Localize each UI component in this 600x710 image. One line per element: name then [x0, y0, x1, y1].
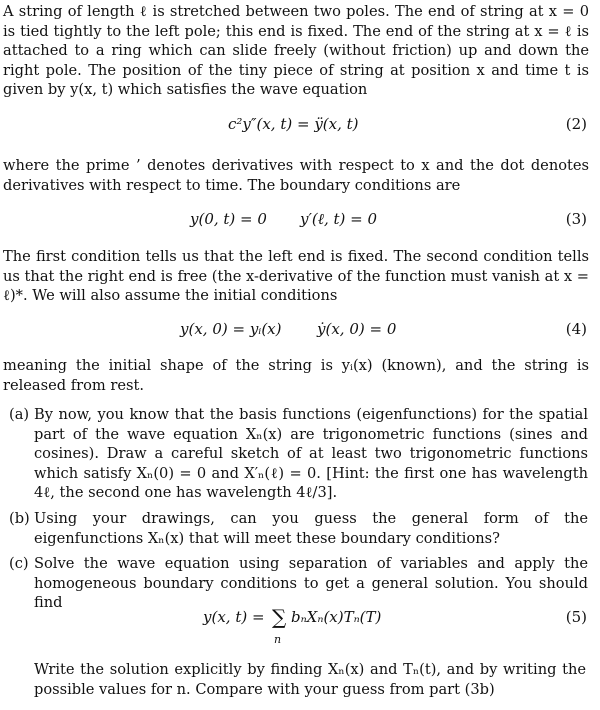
equation-4-number: (4): [565, 320, 587, 338]
equation-5-lhs: y(x, t) =: [203, 608, 265, 626]
equation-5: [0, 605, 590, 648]
item-b-text: Using your drawings, can you guess the general form of the eigenfunctions Xₙ(x) that will meet these boundary conditions?: [34, 510, 588, 547]
initial-shape-paragraph: meaning the initial shape of the string is yᵢ(x) (known), and the string is released from rest.: [3, 357, 589, 394]
list-item-c: [9, 554, 589, 612]
summation-index: n: [274, 633, 282, 646]
final-instruction-paragraph: Write the solution explicitly by finding Xₙ(x) and Tₙ(t), and by writing the possible values for n. Compare with your guess from part (3b): [34, 661, 586, 698]
item-b-label: (b): [9, 510, 30, 527]
equation-3-left: y(0, t) = 0: [190, 210, 267, 228]
equation-4-left: y(x, 0) = yᵢ(x): [180, 320, 282, 338]
item-a-text: By now, you know that the basis functions (eigenfunctions) for the spatial part of the wave equation Xₙ(x) are trigonometric functions (sines and cosines). Draw a careful sketch of at least two trigonometric functions which satisfy Xₙ(0) = 0 and X′ₙ(ℓ) = 0. [Hint: the first one has wavelength 4ℓ, the second one has wavelength 4ℓ/3].: [34, 406, 588, 502]
summation-symbol: ∑: [272, 605, 287, 629]
list-item-a: [9, 405, 589, 505]
equation-3-number: (3): [565, 210, 587, 228]
equation-3-right: y′(ℓ, t) = 0: [300, 210, 378, 228]
equation-2: [0, 115, 590, 137]
equation-5-number: (5): [565, 608, 587, 626]
item-a-label: (a): [9, 406, 30, 423]
item-c-label: (c): [9, 555, 29, 572]
intro-paragraph: A string of length ℓ is stretched between two poles. The end of string at x = 0 is tied tightly to the left pole; this end is fixed. The end of the string at x = ℓ is attached to a ring which can slide freely (without friction) up and down the right pole. The position of the tiny piece of string at position x and time t is given by y(x, t) which satisfies the wave equation: [3, 3, 589, 99]
equation-5-rhs: bₙXₙ(x)Tₙ(T): [291, 608, 382, 626]
boundary-explanation-paragraph: The first condition tells us that the left end is fixed. The second condition tells us that the right end is free (the x-derivative of the function must vanish at x = ℓ)*. We will also assume the initial conditions: [3, 248, 589, 305]
derivative-note-paragraph: where the prime ’ denotes derivatives with respect to x and the dot denotes derivatives with respect to time. The boundary conditions are: [3, 157, 589, 194]
equation-2-number: (2): [565, 115, 587, 133]
equation-3: [0, 210, 590, 232]
equation-4-right: ẏ(x, 0) = 0: [317, 320, 397, 338]
equation-2-body: c²y″(x, t) = ÿ(x, t): [228, 115, 359, 133]
item-c-text: Solve the wave equation using separation of variables and apply the homogeneous boundary conditions to get a general solution. You should find: [34, 555, 588, 612]
equation-4: [0, 320, 590, 342]
list-item-b: [9, 509, 589, 549]
